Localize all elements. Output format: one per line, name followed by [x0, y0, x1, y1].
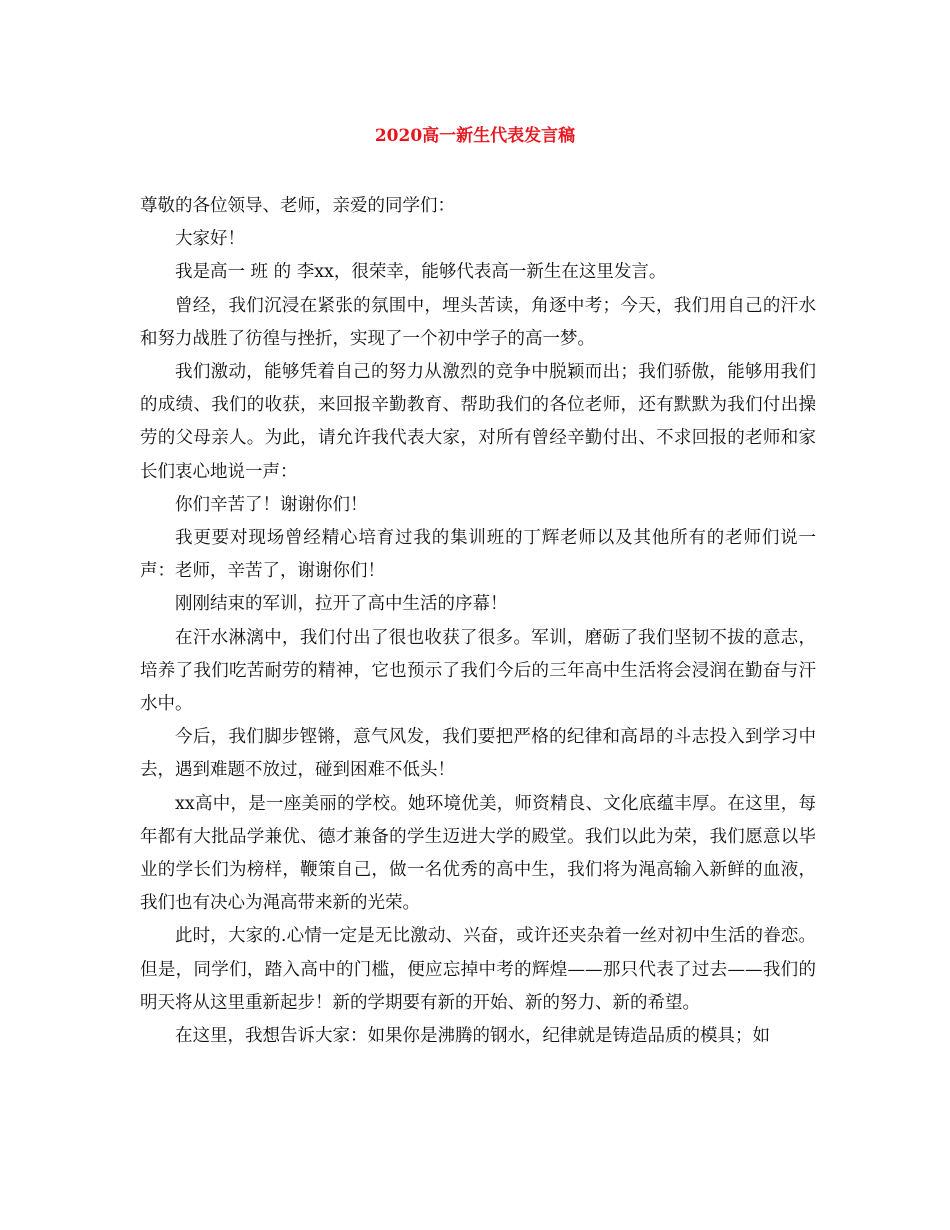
document-title: 2020高一新生代表发言稿 [374, 126, 576, 146]
body-paragraph: 你们辛苦了！谢谢你们！ [175, 494, 368, 515]
salutation-paragraph: 尊敬的各位领导、老师，亲爱的同学们： [140, 196, 455, 216]
body-paragraph: 曾经，我们沉浸在紧张的氛围中，埋头苦读，角逐中考；今天，我们用自己的汗水和努力战胜了彷徨与挫折，实现了一个初中学子的高一梦。 [140, 295, 816, 349]
greeting-paragraph: 大家好！ [175, 229, 245, 250]
body-paragraph: 在这里，我想告诉大家：如果你是沸腾的钢水，纪律就是铸造品质的模具；如 [175, 1026, 770, 1047]
document-body [140, 190, 816, 1053]
body-paragraph: 我们激动，能够凭着自己的努力从激烈的竞争中脱颖而出；我们骄傲，能够用我们的成绩、我们的收获，来回报辛勤教育、帮助我们的各位老师，还有默默为我们付出操劳的父母亲人。为此，请允许我代表大家，对所有曾经辛勤付出、不求回报的老师和家长们衷心地说一声： [140, 362, 816, 482]
body-paragraph: 此时，大家的.心情一定是无比激动、兴奋，或许还夹杂着一丝对初中生活的眷恋。但是，同学们，踏入高中的门槛，便应忘掉中考的辉煌——那只代表了过去——我们的明天将从这里重新起步！新的学期要有新的开始、新的努力、新的希望。 [140, 926, 816, 1013]
body-paragraph: 今后，我们脚步铿锵，意气风发，我们要把严格的纪律和高昂的斗志投入到学习中去，遇到难题不放过，碰到困难不低头！ [140, 727, 816, 781]
introduction-paragraph: 我是高一 班 的 李xx，很荣幸，能够代表高一新生在这里发言。 [175, 262, 667, 283]
body-paragraph: 在汗水淋漓中，我们付出了很也收获了很多。军训，磨砺了我们坚韧不拔的意志，培养了我们吃苦耐劳的精神，它也预示了我们今后的三年高中生活将会浸润在勤奋与汗水中。 [140, 627, 816, 715]
body-paragraph: 我更要对现场曾经精心培育过我的集训班的丁辉老师以及其他所有的老师们说一声：老师，辛苦了，谢谢你们！ [140, 528, 816, 582]
body-paragraph: xx高中，是一座美丽的学校。她环境优美，师资精良、文化底蕴丰厚。在这里，每年都有大批品学兼优、德才兼备的学生迈进大学的殿堂。我们以此为荣，我们愿意以毕业的学长们为榜样，鞭策自己，做一名优秀的高中生，我们将为渑高输入新鲜的血液，我们也有决心为渑高带来新的光荣。 [140, 793, 816, 914]
body-paragraph: 刚刚结束的军训，拉开了高中生活的序幕！ [175, 594, 508, 615]
